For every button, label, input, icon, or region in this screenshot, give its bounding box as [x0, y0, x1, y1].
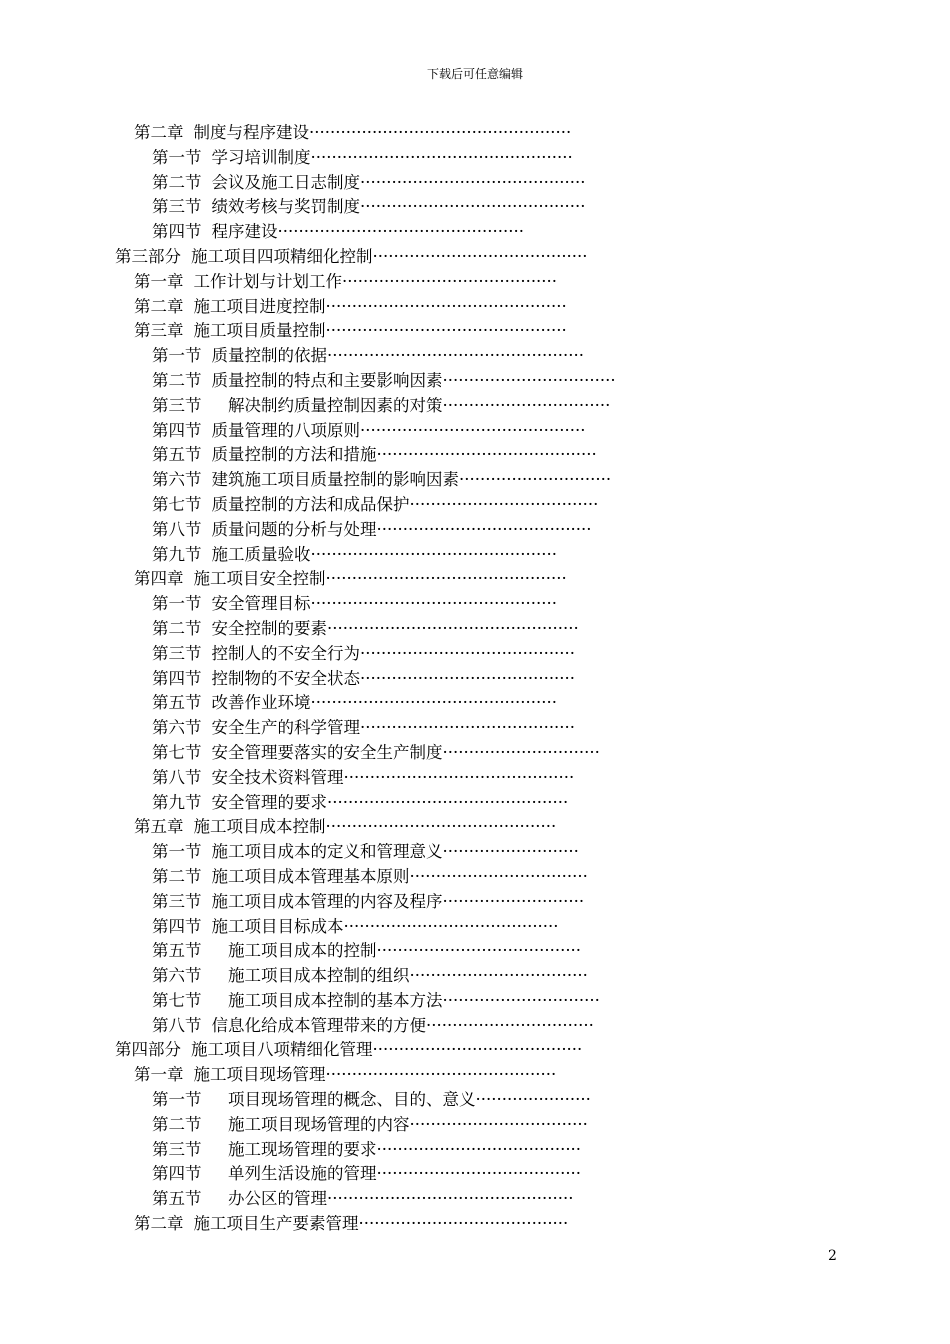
toc-entry-title: 质量管理的八项原则 — [211, 420, 360, 440]
toc-entry-title: 安全管理目标 — [211, 594, 311, 614]
toc-entry-title: 质量控制的依据 — [211, 346, 327, 366]
toc-entry-number: 第一节 — [152, 147, 202, 167]
toc-entry[interactable] — [0, 915, 950, 940]
toc-entry-title: 安全生产的科学管理 — [211, 718, 360, 738]
toc-leader-dots: ····························· — [459, 470, 612, 490]
toc-entry-title: 施工项目成本控制的基本方法 — [211, 990, 443, 1010]
toc-leader-dots: ················································ — [327, 618, 579, 638]
toc-entry-number: 第一节 — [152, 346, 202, 366]
toc-entry[interactable] — [0, 642, 950, 667]
toc-entry[interactable] — [0, 270, 950, 295]
toc-leader-dots: ········································· — [360, 643, 576, 663]
toc-entry[interactable] — [0, 840, 950, 865]
toc-leader-dots: ········································· — [372, 246, 588, 266]
toc-entry-number: 第三章 — [134, 321, 184, 341]
toc-entry[interactable] — [0, 419, 950, 444]
toc-entry[interactable] — [0, 741, 950, 766]
toc-entry-title: 工作计划与计划工作 — [193, 271, 342, 291]
toc-leader-dots: ······································· — [376, 1164, 582, 1184]
toc-entry[interactable] — [0, 716, 950, 741]
toc-entry-title: 质量控制的特点和主要影响因素 — [211, 370, 443, 390]
toc-entry[interactable] — [0, 865, 950, 890]
toc-entry-number: 第八节 — [152, 519, 202, 539]
toc-entry-number: 第六节 — [152, 966, 202, 986]
toc-entry[interactable] — [0, 493, 950, 518]
toc-entry-number: 第二章 — [134, 123, 184, 142]
toc-entry[interactable] — [0, 369, 950, 394]
toc-entry-title: 学习培训制度 — [211, 147, 311, 167]
toc-entry-title: 安全管理要落实的安全生产制度 — [211, 742, 443, 762]
toc-entry-number: 第四节 — [152, 222, 202, 242]
toc-entry[interactable] — [0, 443, 950, 468]
toc-leader-dots: ··············································· — [327, 1189, 574, 1209]
toc-entry-title: 施工项目成本的定义和管理意义 — [211, 842, 443, 862]
toc-entry-title: 施工现场管理的要求 — [211, 1139, 377, 1159]
toc-entry-number: 第六节 — [152, 470, 202, 490]
toc-leader-dots: ································ — [426, 1015, 594, 1035]
toc-entry[interactable] — [0, 220, 950, 245]
page-number: 2 — [828, 1248, 837, 1264]
toc-entry-title: 质量控制的方法和成品保护 — [211, 494, 410, 514]
toc-entry-number: 第三部分 — [115, 246, 181, 266]
toc-entry[interactable] — [0, 766, 950, 791]
toc-leader-dots: ·················································· — [309, 123, 572, 142]
toc-entry-number: 第一节 — [152, 842, 202, 862]
toc-leader-dots: ·············································· — [325, 321, 567, 341]
toc-entry-number: 第一章 — [134, 1065, 184, 1085]
toc-entry[interactable] — [0, 195, 950, 220]
toc-entry[interactable] — [0, 1088, 950, 1113]
toc-entry-number: 第三节 — [152, 1139, 202, 1159]
toc-entry-number: 第九节 — [152, 544, 202, 564]
toc-entry[interactable] — [0, 1138, 950, 1163]
toc-entry[interactable] — [0, 543, 950, 568]
toc-leader-dots: ········································· — [342, 271, 558, 291]
toc-entry[interactable] — [0, 1014, 950, 1039]
toc-entry-title: 程序建设 — [211, 222, 278, 242]
toc-entry-number: 第七节 — [152, 494, 202, 514]
page-header: 下载后可任意编辑 — [426, 67, 523, 81]
toc-entry-number: 第三节 — [152, 395, 202, 415]
toc-leader-dots: ··························· — [442, 891, 585, 911]
toc-entry-number: 第一节 — [152, 1090, 202, 1110]
toc-leader-dots: ············································ — [325, 817, 557, 837]
toc-leader-dots: ···································· — [409, 494, 599, 514]
toc-leader-dots: ·············································· — [327, 792, 569, 812]
toc-entry[interactable] — [0, 964, 950, 989]
toc-entry-title: 施工项目四项精细化控制 — [191, 246, 373, 266]
toc-leader-dots: ··········································· — [360, 420, 586, 440]
toc-entry-number: 第三节 — [152, 891, 202, 911]
table-of-contents — [0, 121, 950, 1237]
toc-leader-dots: ········································ — [372, 1040, 583, 1060]
toc-leader-dots: ·························· — [442, 842, 579, 862]
toc-entry[interactable] — [0, 344, 950, 369]
toc-entry[interactable] — [0, 319, 950, 344]
toc-leader-dots: ······································· — [376, 941, 582, 961]
toc-leader-dots: ··············································· — [310, 594, 558, 614]
toc-entry-number: 第四章 — [134, 569, 184, 589]
toc-entry-title: 安全管理的要求 — [211, 792, 327, 812]
toc-entry-title: 施工项目生产要素管理 — [193, 1214, 359, 1234]
toc-entry-title: 施工项目八项精细化管理 — [191, 1040, 373, 1060]
toc-entry-number: 第四节 — [152, 916, 202, 936]
toc-leader-dots: ············································ — [343, 767, 575, 787]
toc-entry[interactable] — [0, 1038, 950, 1063]
toc-leader-dots: ········································· — [343, 916, 559, 936]
toc-leader-dots: ········································· — [360, 718, 576, 738]
toc-entry[interactable] — [0, 1162, 950, 1187]
toc-entry[interactable] — [0, 171, 950, 196]
toc-entry-title: 安全控制的要素 — [211, 618, 327, 638]
toc-leader-dots: ·················································· — [310, 147, 573, 167]
toc-entry[interactable] — [0, 989, 950, 1014]
toc-entry-number: 第二章 — [134, 1214, 184, 1234]
toc-leader-dots: ··········································· — [360, 197, 586, 217]
toc-entry-number: 第二章 — [134, 296, 184, 316]
toc-entry[interactable] — [0, 890, 950, 915]
toc-entry[interactable] — [0, 295, 950, 320]
toc-entry-title: 施工质量验收 — [211, 544, 311, 564]
toc-entry[interactable] — [0, 121, 950, 146]
toc-leader-dots: ······································· — [376, 1139, 582, 1159]
toc-entry-title: 项目现场管理的概念、目的、意义 — [211, 1090, 476, 1110]
toc-entry-title: 施工项目质量控制 — [193, 321, 326, 341]
toc-leader-dots: ·································· — [409, 966, 588, 986]
toc-leader-dots: ········································ — [358, 1214, 569, 1234]
toc-entry[interactable] — [0, 468, 950, 493]
toc-entry-title: 办公区的管理 — [211, 1189, 327, 1209]
toc-entry[interactable] — [0, 691, 950, 716]
toc-entry-number: 第五节 — [152, 693, 202, 713]
toc-entry-number: 第六节 — [152, 718, 202, 738]
toc-leader-dots: ············································ — [325, 1065, 557, 1085]
toc-entry[interactable] — [0, 1212, 950, 1237]
toc-entry-number: 第二节 — [152, 172, 202, 192]
toc-entry-number: 第五节 — [152, 941, 202, 961]
toc-leader-dots: ················································· — [327, 346, 584, 366]
toc-entry-number: 第五节 — [152, 445, 202, 465]
toc-entry-title: 控制物的不安全状态 — [211, 668, 360, 688]
toc-entry-title: 制度与程序建设 — [193, 123, 309, 142]
toc-entry-number: 第二节 — [152, 618, 202, 638]
toc-entry-number: 第九节 — [152, 792, 202, 812]
toc-leader-dots: ······························ — [442, 742, 600, 762]
toc-leader-dots: ·············································· — [325, 569, 567, 589]
toc-entry-title: 控制人的不安全行为 — [211, 643, 360, 663]
toc-entry-title: 绩效考核与奖罚制度 — [211, 197, 360, 217]
toc-entry-number: 第五章 — [134, 817, 184, 837]
toc-entry-title: 安全技术资料管理 — [211, 767, 344, 787]
toc-entry[interactable] — [0, 1187, 950, 1212]
toc-entry-title: 改善作业环境 — [211, 693, 311, 713]
toc-entry-number: 第五节 — [152, 1189, 202, 1209]
toc-entry[interactable] — [0, 518, 950, 543]
toc-leader-dots: ········································· — [376, 519, 592, 539]
toc-leader-dots: ······················ — [475, 1090, 591, 1110]
toc-entry-title: 施工项目成本管理基本原则 — [211, 866, 410, 886]
toc-entry-title: 会议及施工日志制度 — [211, 172, 360, 192]
toc-leader-dots: ··············································· — [310, 693, 558, 713]
toc-leader-dots: ······························ — [442, 990, 600, 1010]
toc-leader-dots: ·································· — [409, 1114, 588, 1134]
toc-entry-title: 施工项目安全控制 — [193, 569, 326, 589]
toc-entry-title: 信息化给成本管理带来的方便 — [211, 1015, 426, 1035]
toc-entry-number: 第四节 — [152, 420, 202, 440]
toc-leader-dots: ········································· — [360, 668, 576, 688]
toc-entry-number: 第七节 — [152, 742, 202, 762]
toc-entry-title: 施工项目成本管理的内容及程序 — [211, 891, 443, 911]
toc-entry-title: 施工项目目标成本 — [211, 916, 344, 936]
toc-entry[interactable] — [0, 791, 950, 816]
toc-entry-title: 解决制约质量控制因素的对策 — [211, 395, 443, 415]
toc-entry[interactable] — [0, 1063, 950, 1088]
toc-entry-number: 第一章 — [134, 271, 184, 291]
toc-entry-number: 第八节 — [152, 767, 202, 787]
toc-entry-number: 第四节 — [152, 668, 202, 688]
toc-entry[interactable] — [0, 617, 950, 642]
toc-entry-number: 第二节 — [152, 866, 202, 886]
toc-entry-number: 第二节 — [152, 370, 202, 390]
toc-entry-number: 第四部分 — [115, 1040, 181, 1060]
toc-entry-number: 第二节 — [152, 1114, 202, 1134]
toc-entry-title: 质量控制的方法和措施 — [211, 445, 377, 465]
toc-entry-title: 质量问题的分析与处理 — [211, 519, 377, 539]
toc-entry-title: 施工项目成本控制 — [193, 817, 326, 837]
toc-leader-dots: ·································· — [409, 866, 588, 886]
toc-entry[interactable] — [0, 567, 950, 592]
toc-leader-dots: ·············································· — [325, 296, 567, 316]
toc-entry[interactable] — [0, 815, 950, 840]
toc-entry-number: 第七节 — [152, 990, 202, 1010]
toc-entry-number: 第三节 — [152, 643, 202, 663]
toc-entry-title: 施工项目现场管理 — [193, 1065, 326, 1085]
toc-entry-number: 第八节 — [152, 1015, 202, 1035]
toc-entry-number: 第一节 — [152, 594, 202, 614]
toc-entry[interactable] — [0, 1113, 950, 1138]
toc-entry-title: 施工项目成本控制的组织 — [211, 966, 410, 986]
toc-entry[interactable] — [0, 939, 950, 964]
toc-entry-number: 第四节 — [152, 1164, 202, 1184]
toc-entry-title: 施工项目现场管理的内容 — [211, 1114, 410, 1134]
toc-leader-dots: ·········································· — [376, 445, 597, 465]
toc-entry-title: 单列生活设施的管理 — [211, 1164, 377, 1184]
toc-entry-title: 施工项目进度控制 — [193, 296, 326, 316]
toc-entry[interactable] — [0, 245, 950, 270]
toc-entry[interactable] — [0, 394, 950, 419]
toc-entry-title: 施工项目成本的控制 — [211, 941, 377, 961]
toc-entry-title: 建筑施工项目质量控制的影响因素 — [211, 470, 459, 490]
toc-entry[interactable] — [0, 667, 950, 692]
toc-leader-dots: ··········································· — [360, 172, 586, 192]
toc-leader-dots: ································ — [442, 395, 611, 415]
toc-leader-dots: ································· — [442, 370, 616, 390]
toc-entry[interactable] — [0, 146, 950, 171]
toc-leader-dots: ··············································· — [277, 222, 525, 242]
toc-leader-dots: ··············································· — [310, 544, 558, 564]
toc-entry[interactable] — [0, 592, 950, 617]
toc-entry-number: 第三节 — [152, 197, 202, 217]
